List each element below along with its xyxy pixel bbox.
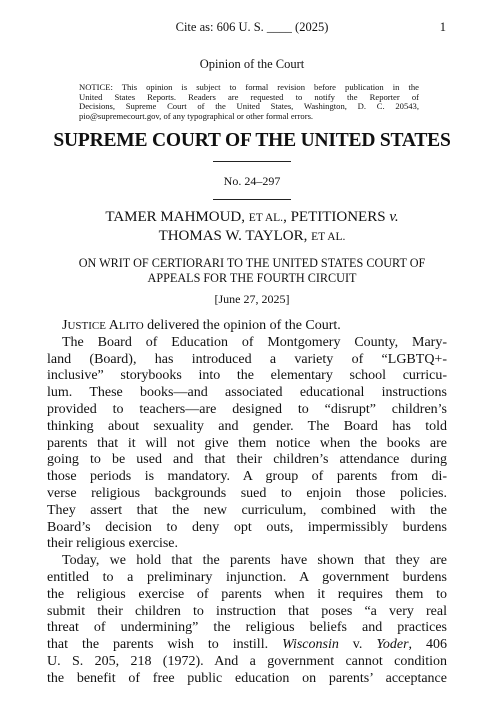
et-al: ET AL.: [248, 212, 284, 224]
body-line: submit their children to instruction that poses “a very real: [47, 603, 447, 619]
body-line: land (Board), has introduced a variety of “LGBTQ+-: [47, 351, 447, 367]
body-line-case-citation: that the parents wish to instill. Wisconsin v. Yoder, 406: [47, 637, 448, 653]
notice-line: Decisions, Supreme Court of the United States, Washington, D. C. 20543,: [79, 101, 419, 112]
respondent-line: [0, 227, 504, 246]
case-name: Yoder: [376, 637, 409, 653]
body-line: entitled to a preliminary injunction. A government burdens: [47, 569, 447, 585]
divider: [213, 161, 291, 162]
et-al: ET AL.: [311, 231, 346, 243]
writ-line: ON WRIT OF CERTIORARI TO THE UNITED STATES COURT OF: [78, 256, 426, 270]
citation: Cite as: 606 U. S. ____ (2025): [175, 20, 329, 34]
body-line: inclusive” storybooks into the elementary school curricu-: [47, 368, 447, 384]
running-header: [0, 20, 504, 38]
body-line: Board’s decision to deny opt outs, impermissibly burdens: [47, 519, 447, 535]
body-line: provided to teachers—are designed to “disrupt” children’s: [47, 401, 447, 417]
writ-line: APPEALS FOR THE FOURTH CIRCUIT: [147, 270, 357, 285]
case-caption: [0, 208, 504, 246]
body-line: lum. These books—and associated educational instructions: [47, 385, 447, 401]
court-name: SUPREME COURT OF THE UNITED STATES: [53, 130, 451, 151]
body-line: the religious exercise of parents when it requires them to: [47, 586, 447, 602]
writ-heading: [0, 256, 504, 285]
body-line: U. S. 205, 218 (1972). And a government cannot condition: [47, 653, 447, 669]
body-line: the benefit of free public education on parents’ acceptance: [47, 670, 447, 686]
opinion-body: [47, 318, 447, 688]
body-line: those periods is mandatory. A group of parents from di-: [47, 469, 447, 485]
respondent-name: THOMAS W. TAYLOR,: [158, 228, 308, 244]
body-line: Today, we hold that the parents have shown that they are: [62, 553, 447, 569]
petitioner-name: TAMER MAHMOUD,: [105, 209, 246, 225]
case-name: Wisconsin: [282, 637, 339, 653]
divider: [213, 199, 291, 200]
notice-line: NOTICE: This opinion is subject to formal revision before publication in the: [79, 82, 419, 92]
body-line: their religious exercise.: [47, 536, 179, 552]
body-line: parents that it will not give them notice when the books are: [47, 435, 447, 451]
versus: v.: [389, 209, 399, 225]
docket-number: No. 24–297: [223, 174, 281, 188]
body-line: The Board of Education of Montgomery County, Mary-: [62, 334, 447, 350]
body-line: threat of undermining” the religious beliefs and practices: [47, 620, 447, 636]
body-line: verse religious backgrounds sued to enjoin those policies.: [47, 485, 447, 501]
decision-date: [June 27, 2025]: [214, 292, 290, 306]
body-line: thinking about sexuality and gender. The Board has told: [47, 418, 447, 434]
page-number: 1: [439, 20, 446, 34]
publication-notice: [79, 83, 419, 122]
opinion-label: Opinion of the Court: [199, 57, 305, 71]
petitioner-role: , PETITIONERS: [283, 209, 386, 225]
opening-line: JUSTICE ALITO delivered the opinion of the Court.: [62, 318, 341, 333]
notice-line: pio@supremecourt.gov, of any typographical or other formal errors.: [79, 111, 314, 122]
notice-line: United States Reports. Readers are requested to notify the Reporter of: [79, 91, 419, 102]
petitioner-line: [0, 208, 504, 227]
body-line: They assert that the new curriculum, combined with the: [47, 502, 447, 518]
body-line: going to be used and that their children’s attendance during: [47, 452, 447, 468]
